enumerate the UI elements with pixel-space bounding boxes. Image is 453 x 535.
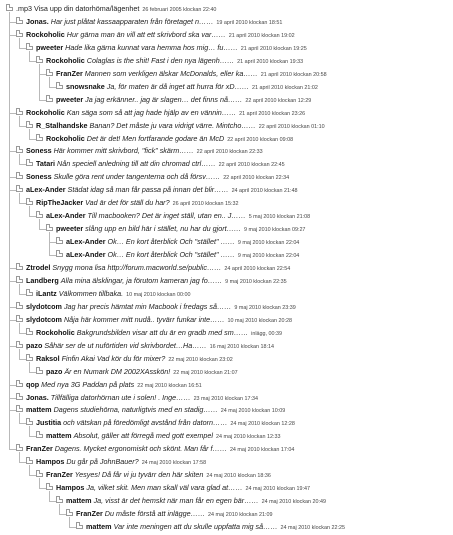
thread-row — [0, 93, 453, 106]
post-doc-icon — [16, 263, 23, 270]
post-author[interactable]: FranZer — [26, 444, 53, 454]
post-author[interactable]: Rockoholic — [26, 29, 65, 39]
tree-elbow — [9, 403, 16, 411]
post-doc-icon — [36, 134, 43, 141]
tree-elbow — [9, 28, 16, 36]
post-message[interactable]: Hur gärna man än vill att ett skrivbord ska var…… — [66, 29, 226, 39]
post-doc-icon — [46, 95, 53, 102]
post-author[interactable]: Rockoholic — [26, 107, 65, 117]
thread-row — [0, 391, 453, 404]
thread-row — [0, 326, 453, 339]
post-doc-icon — [56, 250, 63, 257]
thread-row — [0, 494, 453, 507]
thread-row — [0, 106, 453, 119]
post-date: 9 maj 2010 klockan 22:04 — [237, 253, 300, 260]
post-doc-icon — [46, 224, 53, 231]
post-author[interactable]: pweeter — [56, 224, 84, 234]
post-message[interactable]: Mannen som verkligen älskar McDonalds, eller ka…… — [84, 68, 258, 78]
post-author[interactable]: pweeter — [56, 94, 84, 104]
thread-row — [0, 416, 453, 429]
post-doc-icon — [36, 470, 43, 477]
post-date: 23 maj 2010 klockan 17:34 — [193, 395, 258, 402]
tree-elbow — [9, 144, 16, 152]
thread-row — [0, 41, 453, 54]
thread-row — [0, 507, 453, 520]
post-doc-icon — [26, 354, 33, 361]
post-message[interactable]: Med nya 3G Paddan på plats — [41, 379, 135, 389]
post-author[interactable]: FranZer — [56, 68, 83, 78]
post-author[interactable]: Rockoholic — [46, 133, 85, 143]
tree-elbow — [9, 183, 16, 191]
thread-row — [0, 28, 453, 41]
post-message[interactable]: Hade lika gärna kunnat vara hemma hos mig… fu…… — [65, 42, 238, 52]
post-author[interactable]: aLex-Ander — [46, 211, 86, 221]
post-date: 9 maj 2010 klockan 22:04 — [237, 240, 300, 247]
tree-elbow — [39, 67, 46, 75]
post-date: 26 februari 2005 klockan 22:40 — [142, 7, 217, 13]
post-message[interactable]: Ja jag erkänner.. jag är slagen… det finns nå…… — [85, 94, 243, 104]
tree-elbow — [19, 196, 26, 204]
post-date: 22 maj 2010 klockan 16:51 — [137, 382, 202, 389]
post-doc-icon — [16, 108, 23, 115]
thread-row — [0, 196, 453, 209]
tree-elbow — [29, 429, 36, 437]
tree-elbow — [19, 352, 26, 360]
post-doc-icon — [36, 431, 43, 438]
post-doc-icon — [16, 276, 23, 283]
post-message[interactable]: Dagens studiehörna, naturligtvis med en stadig…… — [53, 405, 218, 415]
post-date: 21 april 2010 klockan 19:25 — [240, 45, 307, 52]
tree-elbow — [39, 93, 46, 101]
post-date: 16 maj 2010 klockan 18:14 — [209, 343, 275, 350]
post-doc-icon — [6, 4, 13, 11]
post-date: inlägg, 00:39 — [251, 330, 283, 337]
post-doc-icon — [16, 341, 23, 348]
post-author[interactable]: aLex-Ander — [26, 185, 66, 195]
thread-row — [0, 365, 453, 378]
post-doc-icon — [16, 315, 23, 322]
post-date: 24 april 2010 klockan 22:54 — [224, 266, 291, 272]
post-author[interactable]: Hampos — [36, 457, 65, 467]
post-doc-icon — [36, 211, 43, 218]
post-message[interactable]: Du går på JohnBauer? — [66, 457, 139, 467]
post-doc-icon — [26, 418, 33, 425]
post-author[interactable]: pazo — [26, 340, 43, 350]
post-doc-icon — [76, 522, 83, 529]
tree-elbow — [19, 326, 26, 334]
post-message[interactable]: Såhär ser de ut nuförtiden vid skrivbordet…Ha…… — [44, 340, 207, 350]
tree-elbow — [9, 274, 16, 282]
tree-elbow — [49, 80, 56, 88]
post-author[interactable]: pweeter — [36, 42, 64, 52]
tree-elbow — [59, 507, 66, 515]
post-doc-icon — [16, 185, 23, 192]
tree-elbow — [49, 248, 56, 256]
post-message[interactable]: Yesyes! Då får vi ju tyvärr den här skiten — [74, 470, 204, 480]
post-date: 22 april 2010 klockan 01:10 — [258, 123, 325, 130]
post-author[interactable]: Jonas. — [26, 392, 49, 402]
thread-row — [0, 352, 453, 365]
post-doc-icon — [26, 198, 33, 205]
post-author[interactable]: Soness — [26, 146, 52, 156]
post-date: 24 maj 2010 klockan 20:49 — [261, 499, 327, 506]
post-author[interactable]: aLex-Ander — [66, 250, 106, 260]
post-message[interactable]: Här kommer mitt skrivbord, "fick" skärm…… — [53, 146, 194, 156]
post-doc-icon — [26, 159, 33, 166]
post-message[interactable]: Har just plåtat kassaapparaten från företaget n…… — [50, 16, 214, 26]
post-message[interactable]: Alla mina älsklingar, ja förutom kameran jag fo…… — [60, 275, 223, 285]
post-doc-icon — [26, 328, 33, 335]
post-message[interactable]: Ja, vilket skit. Men man skall väl vara glad at…… — [86, 483, 243, 493]
tree-elbow — [29, 54, 36, 62]
tree-elbow — [19, 416, 26, 424]
post-author[interactable]: Rockoholic — [46, 55, 85, 65]
post-message[interactable]: Dagens. Mycket ergonomiskt och skönt. Man får f…… — [54, 444, 227, 454]
post-author[interactable]: R_Stalhandske — [36, 120, 88, 130]
post-author[interactable]: aLex-Ander — [66, 237, 106, 247]
thread-row — [0, 248, 453, 261]
tree-elbow — [49, 494, 56, 502]
post-doc-icon — [16, 405, 23, 412]
post-author[interactable]: qop — [26, 379, 40, 389]
thread-row — [0, 339, 453, 352]
post-message[interactable]: slång upp en bild här i stället, nu har du gjort…… — [85, 224, 241, 234]
thread-row — [0, 300, 453, 313]
post-author[interactable]: slydotcom — [26, 314, 62, 324]
thread-row — [0, 132, 453, 145]
thread-row — [0, 274, 453, 287]
post-message[interactable]: Ja, för maten är då inget att hurra för xD…… — [106, 81, 249, 91]
thread-row — [0, 2, 453, 15]
post-date: 24 maj 2010 klockan 21:09 — [208, 512, 273, 519]
post-doc-icon — [26, 289, 33, 296]
post-message[interactable]: Ok… En kort återblick Och "stället" …… — [107, 237, 235, 247]
post-date: 9 maj 2010 klockan 09:27 — [244, 227, 306, 234]
post-date: 24 maj 2010 klockan 12:33 — [216, 434, 281, 441]
post-date: 22 april 2010 klockan 22:33 — [196, 149, 263, 156]
thread-row — [0, 468, 453, 481]
post-date: 22 maj 2010 klockan 21:07 — [173, 369, 238, 376]
thread-row — [0, 119, 453, 132]
post-date: 26 april 2010 klockan 15:32 — [172, 201, 239, 208]
post-doc-icon — [26, 457, 33, 464]
post-message[interactable]: Välkommen tillbaka. — [58, 288, 124, 298]
post-link[interactable] — [86, 520, 345, 535]
post-date: 24 maj 2010 klockan 17:04 — [229, 447, 295, 454]
tree-elbow — [39, 222, 46, 230]
post-date: 10 maj 2010 klockan 20:28 — [227, 317, 292, 324]
thread-row — [0, 209, 453, 222]
post-doc-icon — [16, 393, 23, 400]
thread-row — [0, 481, 453, 494]
thread-row — [0, 157, 453, 170]
post-message[interactable]: Vad är det för ställ du har? — [85, 198, 170, 208]
post-doc-icon — [16, 30, 23, 37]
post-author[interactable]: snowsnake — [66, 81, 105, 91]
thread-row — [0, 313, 453, 326]
post-date: 22 april 2010 klockan 12:29 — [245, 97, 312, 104]
post-author[interactable]: Jonas. — [26, 16, 49, 26]
post-message[interactable]: Bakgrundsbilden visar att du är en gradb med sm…… — [76, 327, 249, 337]
post-message[interactable]: Du måste förstå att inlägge…… — [104, 509, 206, 519]
post-message[interactable]: Ok… En kort återblick Och "stället" …… — [107, 250, 235, 260]
post-message[interactable]: Nån speciell anledning till att din chromad ctrl…… — [57, 159, 216, 169]
tree-elbow — [39, 481, 46, 489]
thread-row — [0, 80, 453, 93]
post-date: 10 maj 2010 klockan 00:00 — [126, 291, 191, 298]
post-author[interactable]: Soness — [26, 172, 52, 182]
post-author[interactable]: Tatari — [36, 159, 56, 169]
thread-row — [0, 378, 453, 391]
post-date: 22 april 2010 klockan 22:34 — [223, 175, 290, 182]
post-date: 22 maj 2010 klockan 23:02 — [168, 356, 233, 363]
post-author[interactable]: mattem — [46, 431, 72, 441]
post-doc-icon — [26, 43, 33, 50]
post-doc-icon — [16, 444, 23, 451]
tree-elbow — [49, 235, 56, 243]
thread-row — [0, 261, 453, 274]
post-doc-icon — [36, 56, 43, 63]
thread-row — [0, 455, 453, 468]
post-message[interactable]: Snygg mona lisa http://forum.macworld.se/public…… — [52, 263, 222, 272]
post-doc-icon — [26, 121, 33, 128]
post-author[interactable]: Rockoholic — [36, 327, 75, 337]
tree-elbow — [9, 170, 16, 178]
post-message[interactable]: Nåja här kommer mitt nudå.. tyvärr funkar inte…… — [63, 314, 225, 324]
post-date: 24 maj 2010 klockan 12:28 — [230, 421, 295, 428]
thread-row — [0, 15, 453, 28]
post-message[interactable]: Finfin Akai Vad kör du för mixer? — [61, 353, 166, 363]
post-author[interactable]: mattem — [86, 522, 112, 531]
post-doc-icon — [56, 496, 63, 503]
post-doc-icon — [46, 483, 53, 490]
tree-elbow — [19, 119, 26, 127]
post-message[interactable]: Absolut, gäller att förregå med gott exempel — [73, 431, 214, 441]
post-author[interactable]: slydotcom — [26, 301, 62, 311]
post-author[interactable]: Landberg — [26, 275, 59, 285]
post-author[interactable]: RipTheJacker — [36, 198, 84, 208]
thread-row — [0, 520, 453, 533]
post-date: 9 maj 2010 klockan 23:39 — [234, 304, 296, 311]
tree-elbow — [9, 391, 16, 399]
thread-row — [0, 442, 453, 455]
post-date: 21 april 2010 klockan 20:58 — [260, 71, 327, 78]
post-message[interactable]: och vätskan på föredömligt avstånd från datorn…… — [63, 418, 228, 428]
thread-row — [0, 222, 453, 235]
thread-row — [0, 183, 453, 196]
tree-elbow — [9, 106, 16, 114]
post-message[interactable]: Städat idag så man får passa på innan det blir…… — [67, 185, 229, 195]
post-message[interactable]: Ja, visst är det hemskt när man får en egen bär…… — [93, 496, 259, 506]
tree-elbow — [9, 442, 16, 450]
post-doc-icon — [16, 380, 23, 387]
post-doc-icon — [16, 146, 23, 153]
thread-row — [0, 170, 453, 183]
tree-elbow — [19, 41, 26, 49]
tree-elbow — [29, 132, 36, 140]
post-date: 24 maj 2010 klockan 19:47 — [245, 486, 310, 493]
tree-elbow — [29, 209, 36, 217]
post-date: 24 maj 2010 klockan 10:09 — [220, 408, 286, 415]
post-doc-icon — [16, 17, 23, 24]
post-author[interactable]: mattem — [26, 405, 52, 415]
post-date: 22 april 2010 klockan 22:45 — [218, 162, 285, 169]
tree-elbow — [19, 157, 26, 165]
post-author[interactable]: mattem — [66, 496, 92, 506]
thread-row — [0, 429, 453, 442]
post-author[interactable]: Justitia — [36, 418, 62, 428]
post-doc-icon — [46, 69, 53, 76]
thread-row — [0, 54, 453, 67]
post-doc-icon — [56, 82, 63, 89]
thread-row — [0, 287, 453, 300]
post-author[interactable]: Ztrodel — [26, 263, 51, 272]
post-doc-icon — [16, 172, 23, 179]
post-message[interactable]: Banan? Det måste ju vara vidrigt värre. Mintcho…… — [89, 120, 256, 130]
post-date: 9 maj 2010 klockan 22:35 — [225, 278, 287, 285]
thread-row — [0, 144, 453, 157]
tree-elbow — [9, 313, 16, 321]
tree-elbow — [69, 520, 76, 528]
post-date: 21 april 2010 klockan 23:26 — [239, 110, 306, 117]
post-doc-icon — [16, 302, 23, 309]
thread-row — [0, 403, 453, 416]
post-author[interactable]: Raksol — [36, 353, 60, 363]
tree-elbow — [29, 468, 36, 476]
post-message[interactable]: Tillfälliga datorhörnan ute i solen! . Inge…… — [50, 392, 191, 402]
post-date: 22 april 2010 klockan 09:08 — [227, 136, 294, 143]
post-message[interactable]: Colaglas is the shit! Fast i den nya lägenh…… — [86, 55, 235, 65]
post-message[interactable]: Det är det! Men fortfarande godare än McD — [86, 133, 225, 143]
post-doc-icon — [56, 237, 63, 244]
post-date: 24 maj 2010 klockan 17:58 — [141, 460, 207, 467]
tree-elbow — [19, 455, 26, 463]
post-author[interactable]: FranZer — [76, 509, 103, 519]
post-message[interactable]: Kan säga som så att jag hade hjälp av en vännin…… — [66, 107, 237, 117]
tree-elbow — [9, 339, 16, 347]
post-author[interactable]: iLantz — [36, 288, 57, 298]
post-doc-icon — [36, 367, 43, 374]
post-author[interactable]: pazo — [46, 366, 63, 376]
post-message[interactable]: Jag har precis hämtat min Macbook i fredags så…… — [63, 301, 232, 311]
tree-elbow — [9, 378, 16, 386]
thread-row — [0, 67, 453, 80]
tree-elbow — [29, 365, 36, 373]
post-date: 21 april 2010 klockan 19:33 — [237, 58, 304, 65]
post-doc-icon — [66, 509, 73, 516]
post-message[interactable]: Till macbooken? Det är inget ställ, utan en.. J…… — [87, 211, 246, 221]
post-message[interactable]: Är en Numark DM 2002XAsskön! — [64, 366, 171, 376]
tree-elbow — [9, 15, 16, 23]
post-message[interactable]: Skulle göra rent under tangenterna och då försv…… — [53, 172, 221, 182]
tree-elbow — [9, 300, 16, 308]
tree-elbow — [9, 261, 16, 269]
post-author[interactable]: FranZer — [46, 470, 73, 480]
post-date: 19 april 2010 klockan 18:51 — [216, 19, 283, 26]
post-date: 24 maj 2010 klockan 18:36 — [206, 473, 271, 480]
post-message[interactable]: Var inte meningen att du skulle uppfatta mig så…… — [113, 522, 278, 531]
post-message[interactable]: .mp3 Visa upp din datorhöma/lägenhet — [16, 4, 140, 13]
post-author[interactable]: Hampos — [56, 483, 85, 493]
tree-elbow — [19, 287, 26, 295]
post-date: 24 april 2010 klockan 21:48 — [231, 188, 298, 195]
post-date: 21 april 2010 klockan 21:02 — [251, 84, 318, 91]
post-date: 5 maj 2010 klockan 21:08 — [248, 214, 311, 221]
thread-row — [0, 235, 453, 248]
post-date: 24 maj 2010 klockan 22:25 — [280, 525, 345, 531]
post-date: 21 april 2010 klockan 19:02 — [228, 32, 295, 39]
